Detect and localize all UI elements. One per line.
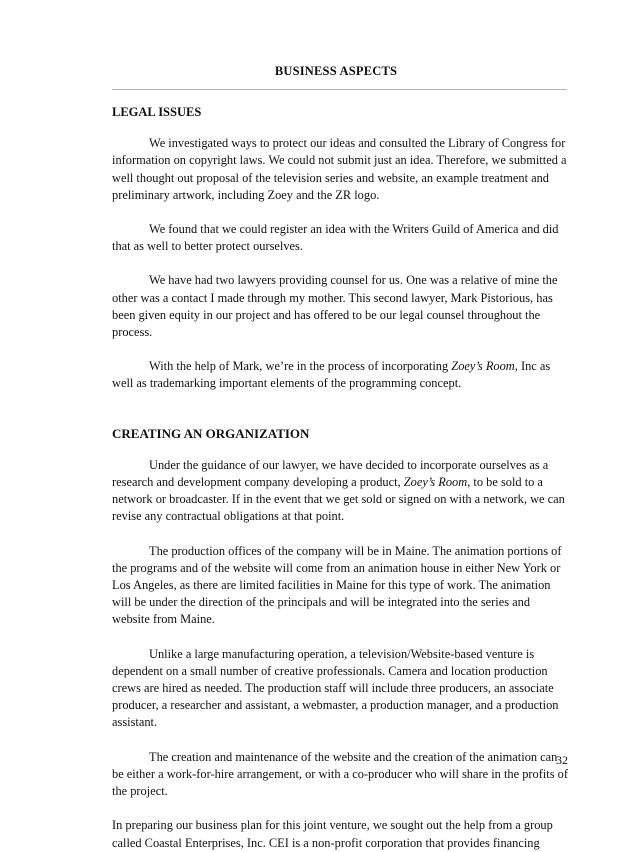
- document-body: [112, 104, 568, 852]
- paragraph-website-creation: The creation and maintenance of the website and the creation of the animation can be either a work-for-hire arrangement, or with a co-producer who will share in the profits of the project.: [112, 749, 568, 799]
- paragraph-copyright: We investigated ways to protect our ideas and consulted the Library of Congress for information on copyright laws. We could not submit just an idea. Therefore, we submitted a well thought out proposal of the television series and website, an example treatment and preliminary artwork, including Zoey and the ZR logo.: [112, 136, 567, 202]
- paragraph-text: , to be sold to a network or broadcaster. If in the event that we get sold or signed on with a network, we can revise any contractual obligations at that point.: [112, 475, 565, 524]
- section-heading-creating-organization: CREATING AN ORGANIZATION: [112, 425, 310, 441]
- emphasized-title: Zoey’s Room: [403, 475, 468, 490]
- paragraph-guidance: [112, 457, 568, 526]
- paragraph-writers-guild: We found that we could register an idea with the Writers Guild of America and did that as well to better protect ourselves.: [112, 222, 559, 254]
- paragraph-staff: Unlike a large manufacturing operation, a television/Website-based venture is dependent on a small number of creative professionals. Camera and location production crews are hired as needed. The production staff will include three producers, an associate producer, a researcher and assistant, a webmaster, a production manager, and a production assistant.: [112, 646, 559, 730]
- emphasized-title: Zoey’s Room: [451, 359, 515, 374]
- page-title: BUSINESS ASPECTS: [274, 64, 398, 78]
- paragraph-text: Under the guidance of our lawyer, we have decided to incorporate ourselves as a research and development company developing a product,: [112, 457, 549, 490]
- page-number: 32: [556, 753, 568, 767]
- paragraph-business-plan: In preparing our business plan for this joint venture, we sought out the help from a group called Coastal Enterprises, Inc. CEI is a non-profit corporation that provides financing: [112, 818, 553, 850]
- paragraph-lawyers: We have had two lawyers providing counsel for us. One was a relative of mine the other was a contact I made through my mother. This second lawyer, Mark Pistorious, has been given equity in our project and has offered to be our legal counsel throughout the process.: [112, 273, 558, 340]
- title-underline: [112, 89, 567, 90]
- paragraph-production-offices: The production offices of the company will be in Maine. The animation portions of the programs and of the website will come from an animation house in either New York or Los Angeles, as there are limited facilities in Maine for this type of work. The animation will be under the direction of the principals and will be integrated into the series and website from Maine.: [112, 543, 562, 627]
- paragraph-text: With the help of Mark, we’re in the process of incorporating: [149, 359, 452, 374]
- paragraph-incorporating: [112, 358, 568, 392]
- section-heading-legal-issues: LEGAL ISSUES: [112, 105, 202, 119]
- paragraph-text: , Inc as well as trademarking important elements of the programming concept.: [112, 359, 551, 391]
